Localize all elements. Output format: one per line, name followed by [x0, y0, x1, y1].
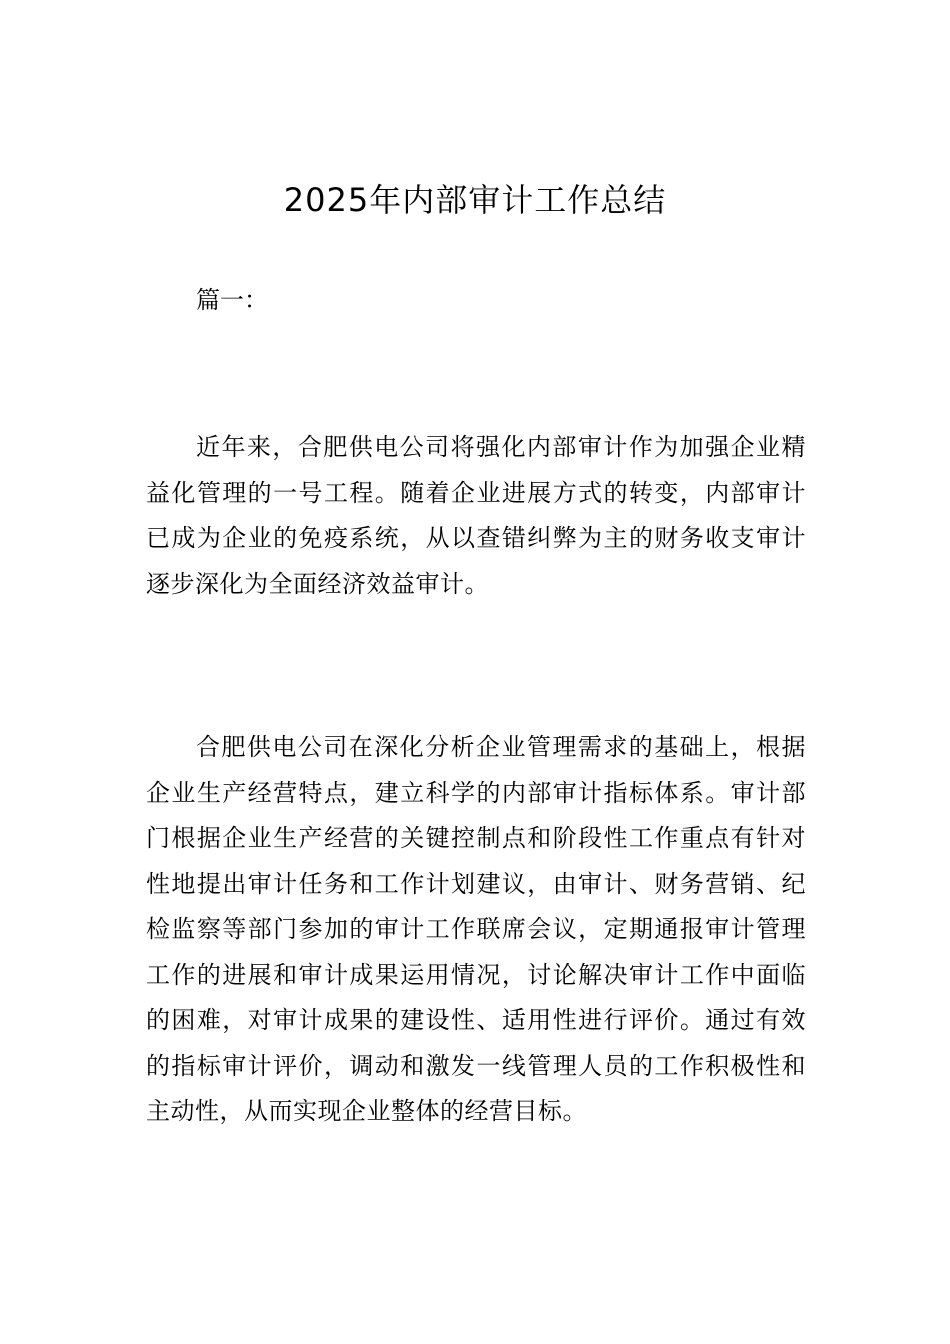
document-title: 2025年内部审计工作总结 — [283, 181, 667, 219]
section-label: 篇一： — [196, 286, 268, 314]
paragraph-2: 合肥供电公司在深化分析企业管理需求的基础上，根据企业生产经营特点，建立科学的内部审计指标体系。审计部门根据企业生产经营的关键控制点和阶段性工作重点有针对性地提出审计任务和工作计划建议，由审计、财务营销、纪检监察等部门参加的审计工作联席会议，定期通报审计管理工作的进展和审计成果运用情况，讨论解决审计工作中面临的困难，对审计成果的建设性、适用性进行评价。通过有效的指标审计评价，调动和激发一线管理人员的工作积极性和主动性，从而实现企业整体的经营目标。 — [146, 733, 806, 1125]
paragraph-1: 近年来，合肥供电公司将强化内部审计作为加强企业精益化管理的一号工程。随着企业进展方式的转变，内部审计已成为企业的免疫系统，从以查错纠弊为主的财务收支审计逐步深化为全面经济效益审计。 — [146, 433, 806, 598]
